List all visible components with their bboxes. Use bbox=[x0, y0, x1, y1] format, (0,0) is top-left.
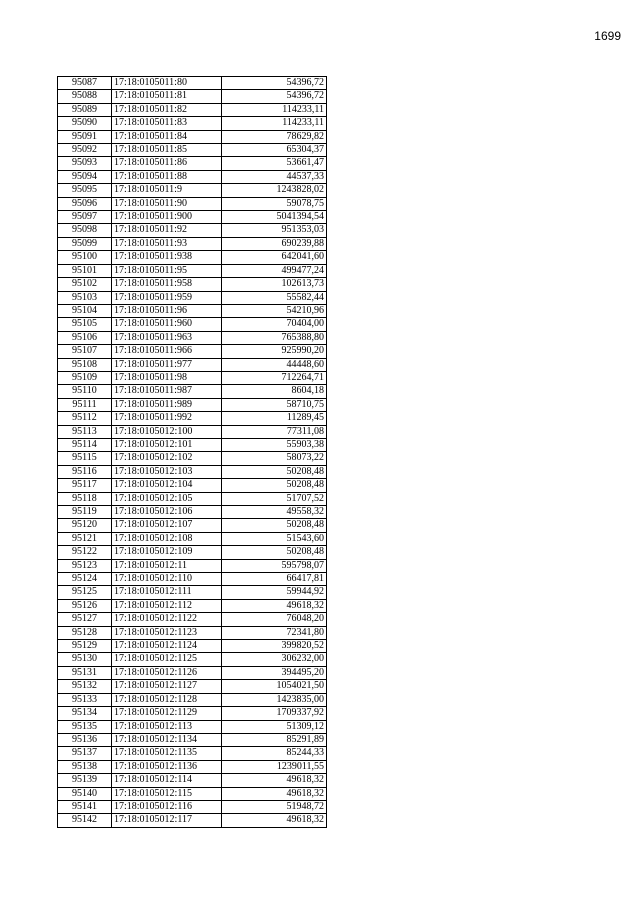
table-row bbox=[58, 800, 327, 813]
cadastral-number-cell: 17:18:0105012:111 bbox=[112, 586, 222, 599]
cadastral-number-cell: 17:18:0105012:109 bbox=[112, 546, 222, 559]
row-number-cell: 95135 bbox=[58, 720, 112, 733]
cadastral-number-cell: 17:18:0105011:963 bbox=[112, 331, 222, 344]
cadastral-number-cell: 17:18:0105012:1134 bbox=[112, 733, 222, 746]
cadastral-number-cell: 17:18:0105012:116 bbox=[112, 800, 222, 813]
table-row bbox=[58, 452, 327, 465]
cadastral-value-cell: 49618,32 bbox=[222, 774, 327, 787]
cadastral-value-cell: 1243828,02 bbox=[222, 184, 327, 197]
row-number-cell: 95116 bbox=[58, 465, 112, 478]
cadastral-value-cell: 51543,60 bbox=[222, 532, 327, 545]
table-row bbox=[58, 733, 327, 746]
row-number-cell: 95096 bbox=[58, 197, 112, 210]
table-row bbox=[58, 278, 327, 291]
table-row bbox=[58, 465, 327, 478]
cadastral-value-cell: 77311,08 bbox=[222, 425, 327, 438]
cadastral-number-cell: 17:18:0105012:101 bbox=[112, 438, 222, 451]
cadastral-number-cell: 17:18:0105011:900 bbox=[112, 211, 222, 224]
cadastral-value-cell: 58710,75 bbox=[222, 398, 327, 411]
cadastral-number-cell: 17:18:0105012:1125 bbox=[112, 653, 222, 666]
table-row bbox=[58, 613, 327, 626]
cadastral-value-cell: 399820,52 bbox=[222, 640, 327, 653]
row-number-cell: 95122 bbox=[58, 546, 112, 559]
table-row bbox=[58, 345, 327, 358]
row-number-cell: 95109 bbox=[58, 371, 112, 384]
cadastral-value-cell: 642041,60 bbox=[222, 251, 327, 264]
row-number-cell: 95114 bbox=[58, 438, 112, 451]
cadastral-value-cell: 85244,33 bbox=[222, 747, 327, 760]
cadastral-value-cell: 51309,12 bbox=[222, 720, 327, 733]
cadastral-value-cell: 1709337,92 bbox=[222, 707, 327, 720]
cadastral-number-cell: 17:18:0105011:81 bbox=[112, 90, 222, 103]
row-number-cell: 95105 bbox=[58, 318, 112, 331]
cadastral-number-cell: 17:18:0105011:92 bbox=[112, 224, 222, 237]
table-row bbox=[58, 331, 327, 344]
cadastral-value-table bbox=[57, 76, 327, 828]
table-row bbox=[58, 506, 327, 519]
table-row bbox=[58, 532, 327, 545]
row-number-cell: 95128 bbox=[58, 626, 112, 639]
row-number-cell: 95136 bbox=[58, 733, 112, 746]
row-number-cell: 95089 bbox=[58, 103, 112, 116]
cadastral-value-cell: 51948,72 bbox=[222, 800, 327, 813]
row-number-cell: 95134 bbox=[58, 707, 112, 720]
table-row bbox=[58, 264, 327, 277]
table-row bbox=[58, 318, 327, 331]
cadastral-value-cell: 5041394,54 bbox=[222, 211, 327, 224]
row-number-cell: 95113 bbox=[58, 425, 112, 438]
cadastral-number-cell: 17:18:0105012:1127 bbox=[112, 680, 222, 693]
cadastral-number-cell: 17:18:0105012:108 bbox=[112, 532, 222, 545]
cadastral-value-cell: 49618,32 bbox=[222, 787, 327, 800]
cadastral-number-cell: 17:18:0105011:88 bbox=[112, 170, 222, 183]
table-row bbox=[58, 90, 327, 103]
cadastral-value-cell: 50208,48 bbox=[222, 546, 327, 559]
table-row bbox=[58, 492, 327, 505]
cadastral-value-cell: 765388,80 bbox=[222, 331, 327, 344]
cadastral-number-cell: 17:18:0105012:115 bbox=[112, 787, 222, 800]
cadastral-number-cell: 17:18:0105012:117 bbox=[112, 814, 222, 827]
cadastral-value-cell: 85291,89 bbox=[222, 733, 327, 746]
cadastral-number-cell: 17:18:0105012:1126 bbox=[112, 666, 222, 679]
cadastral-value-cell: 59944,92 bbox=[222, 586, 327, 599]
cadastral-value-cell: 49618,32 bbox=[222, 814, 327, 827]
table-row bbox=[58, 291, 327, 304]
cadastral-value-cell: 114233,11 bbox=[222, 117, 327, 130]
page-number: 1699 bbox=[594, 29, 621, 43]
row-number-cell: 95091 bbox=[58, 130, 112, 143]
cadastral-number-cell: 17:18:0105012:1124 bbox=[112, 640, 222, 653]
table-row bbox=[58, 814, 327, 827]
row-number-cell: 95125 bbox=[58, 586, 112, 599]
table-row bbox=[58, 680, 327, 693]
row-number-cell: 95129 bbox=[58, 640, 112, 653]
cadastral-value-cell: 8604,18 bbox=[222, 385, 327, 398]
cadastral-value-cell: 53661,47 bbox=[222, 157, 327, 170]
table-row bbox=[58, 653, 327, 666]
table-row bbox=[58, 438, 327, 451]
cadastral-value-cell: 65304,37 bbox=[222, 144, 327, 157]
table-row bbox=[58, 144, 327, 157]
cadastral-number-cell: 17:18:0105011:989 bbox=[112, 398, 222, 411]
row-number-cell: 95106 bbox=[58, 331, 112, 344]
cadastral-value-cell: 59078,75 bbox=[222, 197, 327, 210]
row-number-cell: 95088 bbox=[58, 90, 112, 103]
table-row bbox=[58, 774, 327, 787]
table-row bbox=[58, 707, 327, 720]
cadastral-number-cell: 17:18:0105011:992 bbox=[112, 412, 222, 425]
cadastral-value-cell: 11289,45 bbox=[222, 412, 327, 425]
table-row bbox=[58, 197, 327, 210]
cadastral-value-cell: 102613,73 bbox=[222, 278, 327, 291]
row-number-cell: 95121 bbox=[58, 532, 112, 545]
table-row bbox=[58, 385, 327, 398]
cadastral-number-cell: 17:18:0105011:977 bbox=[112, 358, 222, 371]
table-row bbox=[58, 157, 327, 170]
cadastral-value-cell: 51707,52 bbox=[222, 492, 327, 505]
row-number-cell: 95103 bbox=[58, 291, 112, 304]
cadastral-number-cell: 17:18:0105011:959 bbox=[112, 291, 222, 304]
cadastral-value-cell: 44448,60 bbox=[222, 358, 327, 371]
table-row bbox=[58, 693, 327, 706]
row-number-cell: 95093 bbox=[58, 157, 112, 170]
cadastral-number-cell: 17:18:0105012:103 bbox=[112, 465, 222, 478]
table-body bbox=[58, 77, 327, 828]
cadastral-number-cell: 17:18:0105012:1123 bbox=[112, 626, 222, 639]
cadastral-number-cell: 17:18:0105011:86 bbox=[112, 157, 222, 170]
cadastral-number-cell: 17:18:0105011:83 bbox=[112, 117, 222, 130]
cadastral-value-cell: 54396,72 bbox=[222, 77, 327, 90]
cadastral-value-cell: 55903,38 bbox=[222, 438, 327, 451]
row-number-cell: 95090 bbox=[58, 117, 112, 130]
cadastral-number-cell: 17:18:0105012:114 bbox=[112, 774, 222, 787]
row-number-cell: 95107 bbox=[58, 345, 112, 358]
cadastral-value-cell: 78629,82 bbox=[222, 130, 327, 143]
cadastral-number-cell: 17:18:0105011:95 bbox=[112, 264, 222, 277]
row-number-cell: 95141 bbox=[58, 800, 112, 813]
cadastral-number-cell: 17:18:0105011:90 bbox=[112, 197, 222, 210]
row-number-cell: 95140 bbox=[58, 787, 112, 800]
row-number-cell: 95102 bbox=[58, 278, 112, 291]
row-number-cell: 95139 bbox=[58, 774, 112, 787]
row-number-cell: 95111 bbox=[58, 398, 112, 411]
row-number-cell: 95142 bbox=[58, 814, 112, 827]
row-number-cell: 95138 bbox=[58, 760, 112, 773]
row-number-cell: 95099 bbox=[58, 237, 112, 250]
row-number-cell: 95132 bbox=[58, 680, 112, 693]
row-number-cell: 95097 bbox=[58, 211, 112, 224]
table-row bbox=[58, 398, 327, 411]
cadastral-value-cell: 49558,32 bbox=[222, 506, 327, 519]
table-row bbox=[58, 184, 327, 197]
row-number-cell: 95117 bbox=[58, 479, 112, 492]
row-number-cell: 95124 bbox=[58, 573, 112, 586]
row-number-cell: 95095 bbox=[58, 184, 112, 197]
cadastral-value-cell: 690239,88 bbox=[222, 237, 327, 250]
cadastral-number-cell: 17:18:0105012:1128 bbox=[112, 693, 222, 706]
cadastral-number-cell: 17:18:0105012:105 bbox=[112, 492, 222, 505]
row-number-cell: 95092 bbox=[58, 144, 112, 157]
cadastral-number-cell: 17:18:0105011:93 bbox=[112, 237, 222, 250]
table-row bbox=[58, 211, 327, 224]
cadastral-number-cell: 17:18:0105012:102 bbox=[112, 452, 222, 465]
cadastral-value-cell: 50208,48 bbox=[222, 479, 327, 492]
cadastral-value-cell: 66417,81 bbox=[222, 573, 327, 586]
table-row bbox=[58, 103, 327, 116]
table-row bbox=[58, 170, 327, 183]
cadastral-value-cell: 58073,22 bbox=[222, 452, 327, 465]
table-row bbox=[58, 787, 327, 800]
cadastral-number-cell: 17:18:0105012:110 bbox=[112, 573, 222, 586]
cadastral-number-cell: 17:18:0105011:958 bbox=[112, 278, 222, 291]
cadastral-number-cell: 17:18:0105012:1135 bbox=[112, 747, 222, 760]
cadastral-number-cell: 17:18:0105011:9 bbox=[112, 184, 222, 197]
table-row bbox=[58, 626, 327, 639]
cadastral-value-cell: 951353,03 bbox=[222, 224, 327, 237]
cadastral-value-cell: 394495,20 bbox=[222, 666, 327, 679]
table-row bbox=[58, 371, 327, 384]
cadastral-value-cell: 76048,20 bbox=[222, 613, 327, 626]
row-number-cell: 95131 bbox=[58, 666, 112, 679]
cadastral-value-cell: 50208,48 bbox=[222, 465, 327, 478]
table-row bbox=[58, 117, 327, 130]
cadastral-value-cell: 44537,33 bbox=[222, 170, 327, 183]
table-row bbox=[58, 573, 327, 586]
cadastral-value-cell: 925990,20 bbox=[222, 345, 327, 358]
cadastral-value-cell: 49618,32 bbox=[222, 599, 327, 612]
cadastral-value-cell: 595798,07 bbox=[222, 559, 327, 572]
row-number-cell: 95120 bbox=[58, 519, 112, 532]
cadastral-value-cell: 712264,71 bbox=[222, 371, 327, 384]
row-number-cell: 95118 bbox=[58, 492, 112, 505]
row-number-cell: 95119 bbox=[58, 506, 112, 519]
cadastral-number-cell: 17:18:0105011:960 bbox=[112, 318, 222, 331]
cadastral-number-cell: 17:18:0105012:112 bbox=[112, 599, 222, 612]
cadastral-number-cell: 17:18:0105012:104 bbox=[112, 479, 222, 492]
table-row bbox=[58, 720, 327, 733]
cadastral-number-cell: 17:18:0105011:987 bbox=[112, 385, 222, 398]
cadastral-value-cell: 499477,24 bbox=[222, 264, 327, 277]
row-number-cell: 95110 bbox=[58, 385, 112, 398]
cadastral-number-cell: 17:18:0105011:82 bbox=[112, 103, 222, 116]
table-row bbox=[58, 237, 327, 250]
cadastral-number-cell: 17:18:0105011:80 bbox=[112, 77, 222, 90]
cadastral-number-cell: 17:18:0105011:85 bbox=[112, 144, 222, 157]
table-row bbox=[58, 519, 327, 532]
row-number-cell: 95130 bbox=[58, 653, 112, 666]
cadastral-number-cell: 17:18:0105011:98 bbox=[112, 371, 222, 384]
table-row bbox=[58, 224, 327, 237]
cadastral-value-cell: 1239011,55 bbox=[222, 760, 327, 773]
cadastral-value-cell: 306232,00 bbox=[222, 653, 327, 666]
cadastral-number-cell: 17:18:0105012:11 bbox=[112, 559, 222, 572]
cadastral-value-cell: 1054021,50 bbox=[222, 680, 327, 693]
cadastral-number-cell: 17:18:0105012:106 bbox=[112, 506, 222, 519]
cadastral-value-cell: 54396,72 bbox=[222, 90, 327, 103]
cadastral-value-cell: 70404,00 bbox=[222, 318, 327, 331]
table-row bbox=[58, 546, 327, 559]
cadastral-number-cell: 17:18:0105012:1122 bbox=[112, 613, 222, 626]
table-row bbox=[58, 412, 327, 425]
cadastral-number-cell: 17:18:0105011:966 bbox=[112, 345, 222, 358]
row-number-cell: 95112 bbox=[58, 412, 112, 425]
cadastral-number-cell: 17:18:0105011:84 bbox=[112, 130, 222, 143]
row-number-cell: 95126 bbox=[58, 599, 112, 612]
cadastral-number-cell: 17:18:0105012:113 bbox=[112, 720, 222, 733]
table-row bbox=[58, 760, 327, 773]
cadastral-value-cell: 55582,44 bbox=[222, 291, 327, 304]
row-number-cell: 95101 bbox=[58, 264, 112, 277]
cadastral-number-cell: 17:18:0105012:100 bbox=[112, 425, 222, 438]
cadastral-value-cell: 72341,80 bbox=[222, 626, 327, 639]
cadastral-value-cell: 54210,96 bbox=[222, 304, 327, 317]
table-row bbox=[58, 479, 327, 492]
cadastral-value-cell: 1423835,00 bbox=[222, 693, 327, 706]
row-number-cell: 95137 bbox=[58, 747, 112, 760]
row-number-cell: 95127 bbox=[58, 613, 112, 626]
row-number-cell: 95123 bbox=[58, 559, 112, 572]
cadastral-value-cell: 50208,48 bbox=[222, 519, 327, 532]
row-number-cell: 95133 bbox=[58, 693, 112, 706]
table-row bbox=[58, 666, 327, 679]
row-number-cell: 95098 bbox=[58, 224, 112, 237]
row-number-cell: 95094 bbox=[58, 170, 112, 183]
row-number-cell: 95104 bbox=[58, 304, 112, 317]
row-number-cell: 95108 bbox=[58, 358, 112, 371]
table-row bbox=[58, 130, 327, 143]
table-row bbox=[58, 640, 327, 653]
cadastral-number-cell: 17:18:0105012:1136 bbox=[112, 760, 222, 773]
row-number-cell: 95087 bbox=[58, 77, 112, 90]
table-row bbox=[58, 304, 327, 317]
table-row bbox=[58, 358, 327, 371]
table-row bbox=[58, 77, 327, 90]
table-row bbox=[58, 425, 327, 438]
table-row bbox=[58, 599, 327, 612]
row-number-cell: 95100 bbox=[58, 251, 112, 264]
row-number-cell: 95115 bbox=[58, 452, 112, 465]
cadastral-number-cell: 17:18:0105011:96 bbox=[112, 304, 222, 317]
table-row bbox=[58, 747, 327, 760]
table-row bbox=[58, 586, 327, 599]
cadastral-number-cell: 17:18:0105012:1129 bbox=[112, 707, 222, 720]
table-row bbox=[58, 559, 327, 572]
cadastral-number-cell: 17:18:0105012:107 bbox=[112, 519, 222, 532]
cadastral-value-cell: 114233,11 bbox=[222, 103, 327, 116]
cadastral-number-cell: 17:18:0105011:938 bbox=[112, 251, 222, 264]
table-row bbox=[58, 251, 327, 264]
